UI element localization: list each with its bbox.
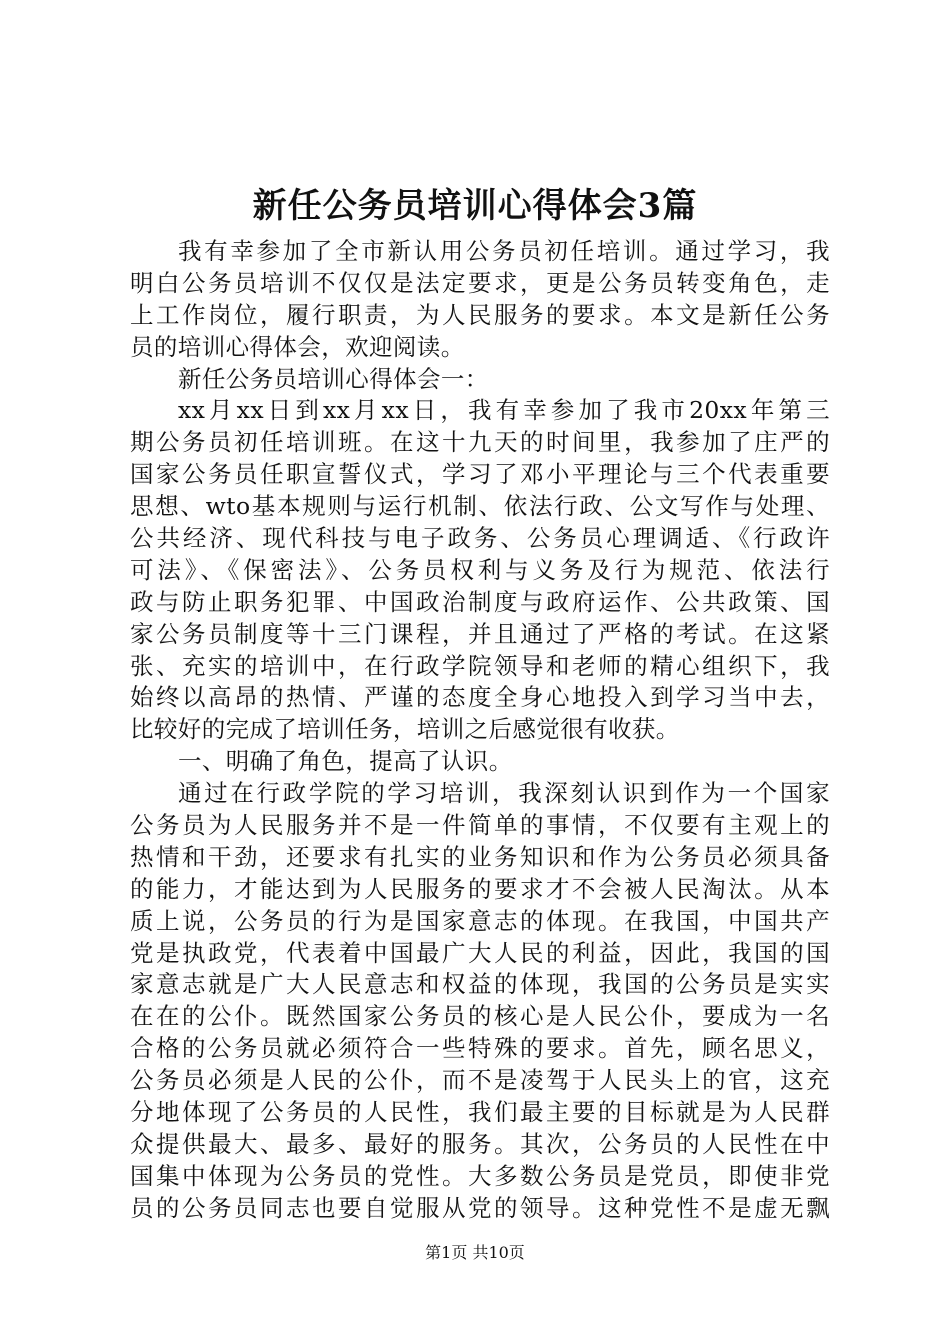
- text-line: 合格的公务员就必须符合一些特殊的要求。首先，顾名思义，: [130, 1034, 830, 1063]
- text-line: 思想、wto基本规则与运行机制、依法行政、公文写作与处理、: [130, 492, 830, 521]
- document-body: [130, 236, 830, 1225]
- text-line: 公务员为人民服务并不是一件简单的事情，不仅要有主观上的: [130, 811, 830, 840]
- text-line: 员的培训心得体会，欢迎阅读。: [130, 332, 465, 361]
- text-line: 上工作岗位，履行职责，为人民服务的要求。本文是新任公务: [130, 300, 830, 329]
- text-line: 党是执政党，代表着中国最广大人民的利益，因此，我国的国: [130, 938, 830, 967]
- text-line: 分地体现了公务员的人民性，我们最主要的目标就是为人民群: [130, 1098, 830, 1127]
- text-line: 通过在行政学院的学习培训，我深刻认识到作为一个国家: [178, 779, 830, 808]
- text-line: 期公务员初任培训班。在这十九天的时间里，我参加了庄严的: [130, 428, 830, 457]
- text-line: 我有幸参加了全市新认用公务员初任培训。通过学习，我: [178, 237, 830, 265]
- text-line: 可法》、《保密法》、公务员权利与义务及行为规范、依法行: [130, 555, 830, 584]
- text-line: 众提供最大、最多、最好的服务。其次，公务员的人民性在中: [130, 1129, 830, 1158]
- text-line: 张、充实的培训中，在行政学院领导和老师的精心组织下，我: [130, 651, 830, 680]
- text-line: 员的公务员同志也要自觉服从党的领导。这种党性不是虚无飘: [130, 1193, 830, 1222]
- text-line: xx月xx日到xx月xx日，我有幸参加了我市20xx年第三: [178, 396, 830, 425]
- text-line: 的能力，才能达到为人民服务的要求才不会被人民淘汰。从本: [130, 874, 830, 903]
- text-line: 明白公务员培训不仅仅是法定要求，更是公务员转变角色，走: [130, 268, 830, 297]
- text-line: 公共经济、现代科技与电子政务、公务员心理调适、《行政许: [130, 524, 830, 553]
- text-line: 国家公务员任职宣誓仪式，学习了邓小平理论与三个代表重要: [130, 460, 830, 489]
- text-line: 公务员必须是人民的公仆，而不是凌驾于人民头上的官，这充: [130, 1066, 830, 1095]
- text-line: 国集中体现为公务员的党性。大多数公务员是党员，即使非党: [130, 1161, 830, 1190]
- text-line: 新任公务员培训心得体会一：: [178, 364, 489, 393]
- document-title: 新任公务员培训心得体会3篇: [252, 186, 698, 226]
- text-line: 家公务员制度等十三门课程，并且通过了严格的考试。在这紧: [130, 619, 830, 648]
- text-line: 家意志就是广大人民意志和权益的体现，我国的公务员是实实: [130, 970, 830, 999]
- text-line: 政与防止职务犯罪、中国政治制度与政府运作、公共政策、国: [130, 587, 830, 616]
- text-line: 比较好的完成了培训任务，培训之后感觉很有收获。: [130, 715, 680, 744]
- text-line: 质上说，公务员的行为是国家意志的体现。在我国，中国共产: [130, 906, 830, 935]
- page-footer: 第1页 共10页: [425, 1243, 525, 1262]
- text-line: 热情和干劲，还要求有扎实的业务知识和作为公务员必须具备: [130, 842, 830, 871]
- text-line: 在在的公仆。既然国家公务员的核心是人民公仆，要成为一名: [130, 1002, 830, 1031]
- text-line: 始终以高昂的热情、严谨的态度全身心地投入到学习当中去，: [130, 683, 830, 712]
- text-line: 一、明确了角色，提高了认识。: [178, 747, 513, 776]
